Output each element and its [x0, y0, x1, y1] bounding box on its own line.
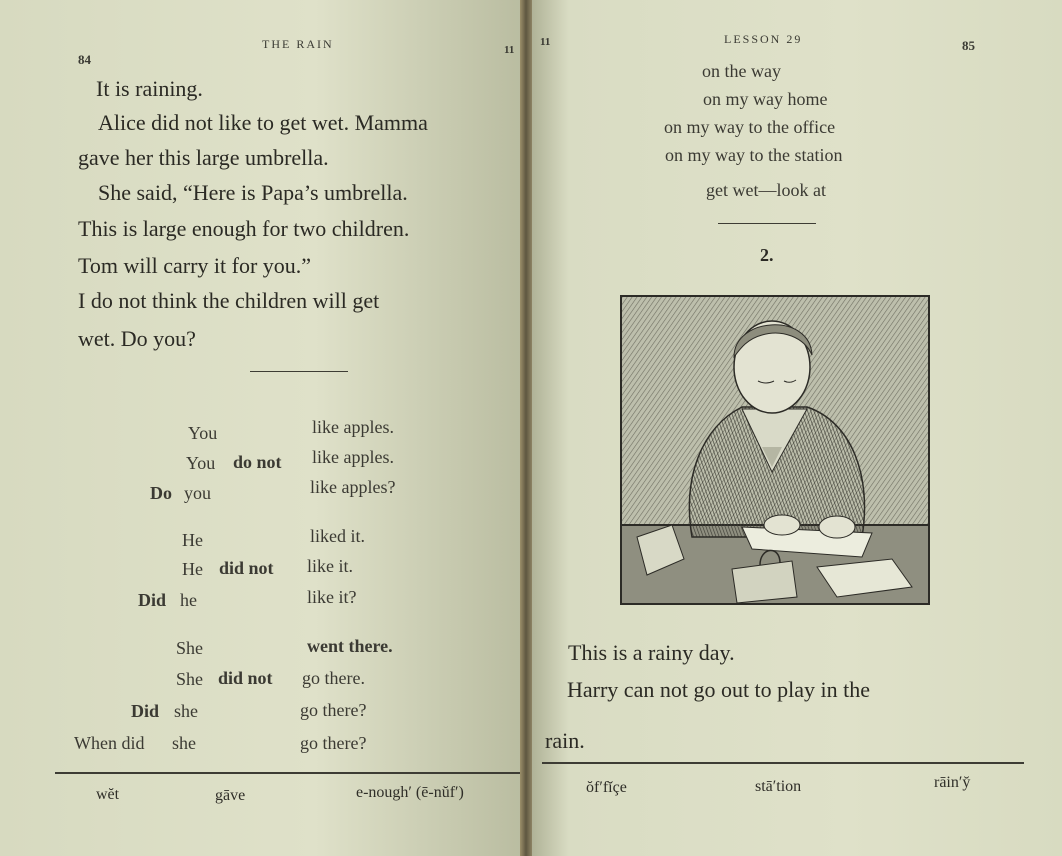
- left-corner-mark: 11: [504, 44, 515, 56]
- drill-bold: did not: [219, 558, 274, 578]
- right-running-head: LESSON 29: [724, 32, 803, 46]
- drill-subject: he: [180, 590, 197, 610]
- boy-folding-paper-illustration: [620, 295, 930, 605]
- left-paragraph-line: Alice did not like to get wet. Mamma: [98, 110, 428, 135]
- drill-verb: like apples?: [310, 477, 396, 497]
- drill-verb: go there.: [302, 668, 365, 688]
- drill-verb: go there?: [300, 700, 367, 720]
- drill-subject: He: [182, 530, 203, 550]
- drill-pre: Do: [150, 483, 172, 503]
- drill-subject: She: [176, 638, 203, 658]
- vocab-word: ŏf′fĭçe: [586, 779, 627, 796]
- left-paragraph-line: It is raining.: [96, 76, 203, 101]
- vocab-word: e-nough′ (ē-nŭf′): [356, 784, 464, 801]
- vocab-word: gāve: [215, 787, 246, 804]
- drill-verb: like apples.: [312, 417, 394, 437]
- left-running-head: THE RAIN: [262, 37, 334, 51]
- right-vocab-rule: [542, 762, 1024, 764]
- drill-verb: liked it.: [310, 526, 365, 546]
- drill-verb: like it?: [307, 587, 357, 607]
- drill-bold: do not: [233, 452, 282, 472]
- drill-subject: You: [186, 453, 216, 473]
- vocab-word: stā′tion: [755, 778, 802, 795]
- drill-verb: went there.: [307, 636, 393, 656]
- drill-pre: Did: [131, 701, 160, 721]
- vocab-word: wĕt: [96, 786, 120, 803]
- left-paragraph-line: gave her this large umbrella.: [78, 145, 329, 170]
- right-text-line: Harry can not go out to play in the: [567, 677, 871, 702]
- left-paragraph-line: I do not think the children will get: [78, 288, 380, 313]
- phrase-line: on my way to the station: [665, 145, 843, 165]
- drill-subject: She: [176, 669, 203, 689]
- left-paragraph-line: This is large enough for two children.: [78, 216, 410, 241]
- drill-pre: Did: [138, 590, 167, 610]
- right-page-number: 85: [962, 38, 975, 53]
- drill-subject: she: [174, 701, 198, 721]
- drill-subject: you: [184, 483, 211, 503]
- left-page-number: 84: [78, 52, 91, 67]
- left-section-divider: [250, 371, 348, 372]
- drill-subject: He: [182, 559, 203, 579]
- right-section-divider: [718, 223, 816, 224]
- right-corner-mark: 11: [540, 36, 551, 48]
- left-paragraph-line: Tom will carry it for you.”: [78, 253, 312, 278]
- drill-pre: When did: [74, 733, 145, 753]
- drill-subject: You: [188, 423, 218, 443]
- left-paragraph-line: wet. Do you?: [78, 326, 196, 351]
- drill-verb: go there?: [300, 733, 367, 753]
- left-vocab-rule: [55, 772, 520, 774]
- phrase-line: on the way: [702, 61, 781, 81]
- right-text-line: This is a rainy day.: [568, 640, 735, 665]
- phrase-line: get wet—look at: [706, 180, 826, 200]
- left-paragraph-line: She said, “Here is Papa’s umbrella.: [98, 180, 408, 205]
- drill-subject: she: [172, 733, 196, 753]
- right-text-line: rain.: [545, 728, 585, 753]
- section-number: 2.: [760, 245, 774, 265]
- phrase-line: on my way to the office: [664, 117, 836, 137]
- book-gutter: [520, 0, 532, 856]
- vocab-word: rāin′y̆: [934, 774, 971, 791]
- drill-verb: like apples.: [312, 447, 394, 467]
- drill-verb: like it.: [307, 556, 353, 576]
- drill-bold: did not: [218, 668, 273, 688]
- phrase-line: on my way home: [703, 89, 828, 109]
